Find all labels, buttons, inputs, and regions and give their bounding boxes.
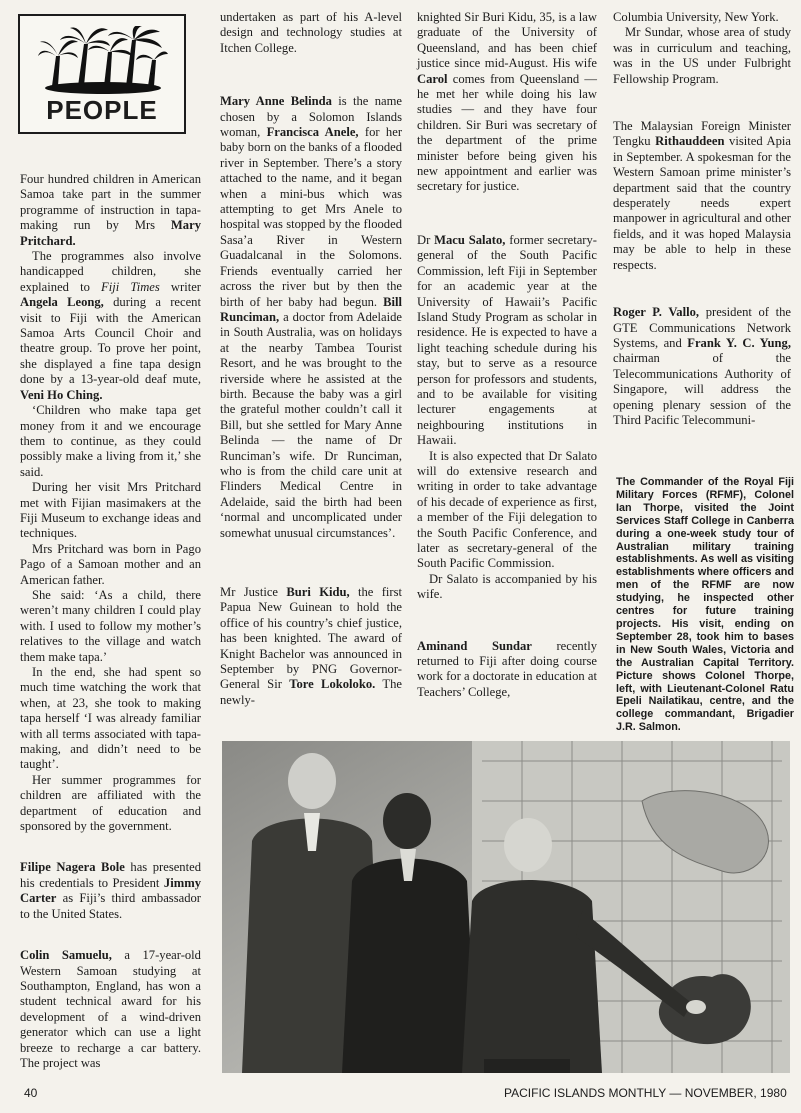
- paragraph: Mary Anne Belinda is the name chosen by a Solomon Islands woman, Francisca Anele, for her baby born on the banks of a flooded river in September. There’s a story attached to the name, and it began when a mini-bus which was attempting to get Mrs Anele to hospital was stopped by the flooded Sasa’a River in Western Guadalcanal in the Solomons. Friends eventually carried her across the river but by then the birth of her baby had begun. Bill Runciman, a doctor from Adelaide in South Australia, was on holidays at the nearby Tambea Tourist Resort, and he was brought to the riverside where he assisted at the birth. Because the baby was a girl the grateful mother couldn’t call it Bill, but she settled for Mary Anne Belinda — the name of Dr Runciman’s wife. Dr Runciman, who is from the child care unit at Flinders Medical Centre in Adelaide, said the birth had been ‘normal and uncomplicated under somewhat unusual circumstances’.: [220, 94, 403, 540]
- paragraph: undertaken as part of his A-level design and technology studies at Itchen College.: [220, 10, 402, 55]
- photo-caption: The Commander of the Royal Fiji Military Forces (RFMF), Colonel Ian Thorpe, visited the Joint Services Staff College in Canberra during a one-week study tour of Australian military training establishments. As well as visiting establishments where officers and men of the RFMF are now studying, he inspected other centres for future training projects. His visit, ending on September 28, took him to bases in New South Wales, Victoria and the Australian Capital Territory. Picture shows Colonel Thorpe, left, with Lieutenant-Colonel Ratu Epeli Nailatikau, centre, and the college commandant, Brigadier J.R. Salmon.: [616, 476, 794, 734]
- person-name: Colin Samuelu,: [20, 948, 112, 963]
- column-4: [613, 10, 791, 428]
- paragraph: Colin Samuelu, a 17-year-old Western Samoan studying at Southampton, England, has won a student technical award for his development of a wind-driven generator which can use a light breeze to recharge a car battery. The project was: [20, 948, 201, 1070]
- paragraph: The programmes also involve handicapped children, she explained to Fiji Times writer Angela Leong, during a recent visit to Fiji with the American Samoa Arts Council Choir and theatre group. To prove her point, she displayed a fine tapa design done by a 13-year-old deaf mute, Veni Ho Ching.: [20, 249, 201, 402]
- paragraph: ‘Children who make tapa get money from it and we encourage them to continue, as they could possibly make a living from it,’ she said.: [20, 403, 201, 479]
- section-title: PEOPLE: [46, 95, 158, 125]
- paragraph: knighted Sir Buri Kidu, 35, is a law graduate of the University of Queensland, and has been chief justice since mid-August. His wife Carol comes from Queensland — he met her while doing his law studies — and they have four children. Sir Buri was secretary of the department of the prime minister before being given his new appointment and earlier was secretary for justice.: [417, 10, 597, 194]
- publication-name: Fiji Times: [101, 279, 160, 294]
- paragraph: Mrs Pritchard was born in Pago Pago of a Samoan mother and an American father.: [20, 541, 201, 587]
- person-name: Mary Pritchard.: [20, 218, 201, 248]
- person-name: Jimmy Carter: [20, 875, 201, 906]
- person-name: Roger P. Vallo,: [613, 305, 700, 320]
- column-1: [20, 172, 201, 1071]
- person-name: Angela Leong,: [20, 295, 104, 310]
- paragraph: During her visit Mrs Pritchard met with Fijian masimakers at the Fiji Museum to exchange ideas and techniques.: [20, 480, 201, 541]
- person-name: Bill Runciman,: [220, 294, 402, 324]
- paragraph: The Malaysian Foreign Minister Tengku Rithauddeen visited Apia in September. A spokesman for the Western Samoan prime minister’s department said that the country desperately needs expert manpower in agricultural and other fields, and it was hoped Malaysia may be able to help in these respects.: [613, 119, 791, 272]
- person-name: Aminand Sundar: [417, 638, 532, 653]
- paragraph: Dr Salato is accompanied by his wife.: [417, 571, 597, 602]
- person-name: Tore Lokoloko.: [289, 677, 376, 692]
- person-name: Veni Ho Ching.: [20, 387, 103, 402]
- person-name: Macu Salato,: [434, 232, 506, 247]
- person-name: Buri Kidu,: [286, 585, 350, 599]
- paragraph: It is also expected that Dr Salato will do extensive research and writing in order to take advantage of his decade of experience as first, a member of the Fiji delegation to the South Pacific Conference, and later as secretary-general of the South Pacific Commission.: [417, 448, 597, 571]
- paragraph: Mr Sundar, whose area of study was in curriculum and teaching, was in the US under Fulbright Fellowship Program.: [613, 25, 791, 86]
- person-name: Filipe Nagera Bole: [20, 860, 125, 875]
- publication-footer: PACIFIC ISLANDS MONTHLY — NOVEMBER, 1980: [504, 1086, 787, 1100]
- person-name: Mary Anne Belinda: [220, 94, 332, 109]
- person-name: Frank Y. C. Yung,: [687, 335, 791, 350]
- paragraph: Columbia University, New York.: [613, 10, 779, 24]
- palm-trees-icon: [38, 26, 168, 96]
- paragraph: Aminand Sundar recently returned to Fiji after doing course work for a doctorate in education at Teachers’ College,: [417, 638, 597, 699]
- paragraph: Dr Macu Salato, former secretary-general of the South Pacific Commission, left Fiji in September for an academic year at the University of Hawaii’s Pacific Island Study Program as scholar in residence. He is expected to have a light teaching schedule during his stay, but to serve as a resource person for professors and students, and to be available for visiting lecturer engagements at neighbouring institutions in Hawaii.: [417, 232, 597, 448]
- paragraph: Mr Justice Buri Kidu, the first Papua New Guinean to hold the office of his country’s chief justice, has been knighted. The award of Knight Bachelor was announced in September by PNG Governor-General Sir Tore Lokoloko. The newly-: [220, 585, 403, 707]
- paragraph: Her summer programmes for children are affiliated with the department of education and sponsored by the government.: [20, 772, 201, 834]
- column-2: [220, 10, 402, 708]
- person-name: Rithauddeen: [655, 134, 725, 149]
- people-logo: [18, 14, 186, 134]
- column-3: [417, 10, 597, 700]
- paragraph: In the end, she had spent so much time watching the work that when, at 23, she took to making tapa herself ‘I was already familiar with all terms associated with tapa-making, and didn’t need to be taught’.: [20, 665, 201, 772]
- svg-text:ˇ: ˇ: [150, 72, 153, 82]
- paragraph: Roger P. Vallo, president of the GTE Communications Network Systems, and Frank Y. C. Yung, chairman of the Telecommunications Authority of Singapore, will address the opening plenary session of the Third Pacific Telecommuni-: [613, 305, 792, 427]
- paragraph: Filipe Nagera Bole has presented his credentials to President Jimmy Carter as Fiji’s third ambassador to the United States.: [20, 860, 201, 921]
- person-name: Carol: [417, 71, 448, 86]
- page-number: 40: [24, 1086, 38, 1100]
- photograph: [222, 741, 790, 1073]
- paragraph: She said: ‘As a child, there weren’t many children I could play with. I used to follow my mother’s relatives to the village and watch them make tapa.’: [20, 587, 201, 664]
- person-name: Francisca Anele,: [266, 125, 359, 140]
- paragraph: Four hundred children in American Samoa take part in the summer programme of instruction in tapa-making run by Mrs Mary Pritchard.: [20, 172, 201, 248]
